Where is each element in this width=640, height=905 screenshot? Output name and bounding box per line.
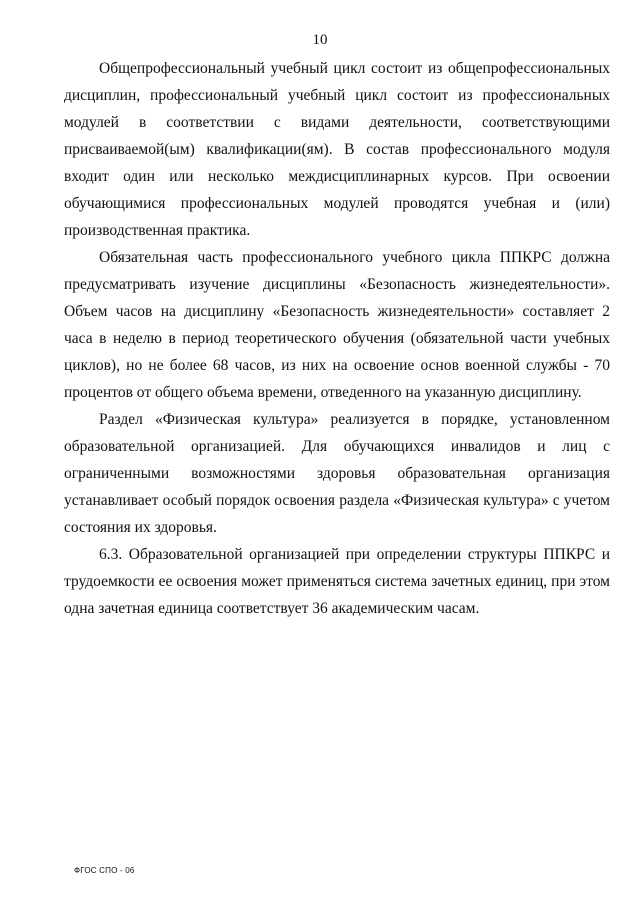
footer-standard-code: ФГОС СПО - 06 [74, 866, 135, 875]
page-number: 10 [312, 32, 328, 48]
paragraph-credit-units: 6.3. Образовательной организацией при определении структуры ППКРС и трудоемкости ее освоения может применяться система зачетных единиц, при этом одна зачетная единица соответствует 36 академическим часам. [64, 546, 610, 617]
paragraph-curriculum-cycles: Общепрофессиональный учебный цикл состоит из общепрофессиональных дисциплин, профессиональный учебный цикл состоит из профессиональных модулей в соответствии с видами деятельности, соответствующими присваиваемой(ым) квалификации(ям). В состав профессионального модуля входит один или несколько междисциплинарных курсов. При освоении обучающимися профессиональных модулей проводятся учебная и (или) производственная практика. [64, 60, 610, 239]
paragraph-physical-culture: Раздел «Физическая культура» реализуется в порядке, установленном образовательной организацией. Для обучающихся инвалидов и лиц с ограниченными возможностями здоровья образовательная организация устанавливает особый порядок освоения раздела «Физическая культура» с учетом состояния их здоровья. [64, 411, 610, 536]
paragraph-life-safety: Обязательная часть профессионального учебного цикла ППКРС должна предусматривать изучение дисциплины «Безопасность жизнедеятельности». Объем часов на дисциплину «Безопасность жизнедеятельности» составляет 2 часа в неделю в период теоретического обучения (обязательной части учебных циклов), но не более 68 часов, из них на освоение основ военной службы - 70 процентов от общего объема времени, отведенного на указанную дисциплину. [64, 249, 610, 401]
body-text [64, 55, 610, 622]
